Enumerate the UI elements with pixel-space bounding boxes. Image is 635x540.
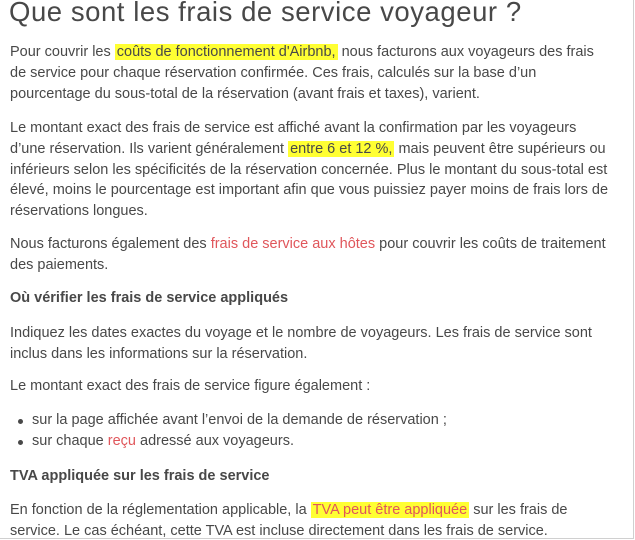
paragraph-amount: [10, 118, 610, 222]
paragraph-also: Le montant exact des frais de service figure également :: [10, 378, 371, 394]
bullet-list: [10, 410, 447, 452]
text-segment: adressé aux voyageurs.: [136, 433, 294, 449]
text-segment: mais peuvent être supérieurs ou inférieurs selon les spécificités de la réservation concernée. Plus le montant du sous-total est élevé, moins le pourcentage est important afin que vous puissiez payer moins de frais lors de réservations longues.: [10, 140, 609, 220]
receipt-link[interactable]: reçu: [107, 433, 136, 449]
paragraph-dates: Indiquez les dates exactes du voyage et le nombre de voyageurs. Les frais de service sont inclus dans les informations sur la réservation.: [10, 325, 592, 362]
text-segment: sur les frais de service. Le cas échéant, cette TVA est incluse directement dans les frais de service.: [10, 502, 568, 539]
text-segment: En fonction de la réglementation applicable, la: [10, 502, 311, 518]
page-title: Que sont les frais de service voyageur ?: [9, 0, 522, 27]
paragraph-host-fees: [10, 234, 610, 276]
list-item-text: sur la page affichée avant l’envoi de la demande de réservation ;: [32, 412, 447, 428]
list-item: [10, 431, 447, 452]
paragraph-vat: [10, 500, 610, 540]
section-heading-where: Où vérifier les frais de service appliqués: [10, 290, 289, 306]
text-segment: Le montant exact des frais de service est affiché avant la confirmation par les voyageurs d’une réservation. Ils varient généralement: [10, 120, 577, 157]
text-segment: Pour couvrir les: [10, 44, 115, 60]
highlighted-text: coûts de fonctionnement d'Airbnb,: [116, 44, 336, 60]
host-fees-link[interactable]: frais de service aux hôtes: [210, 236, 376, 252]
text-segment: nous facturons aux voyageurs des frais de service pour chaque réservation confirmée. Ces frais, calculés sur la base d’un pourcentage du sous-total de la réservation (avant frais et taxes), varient.: [10, 44, 594, 102]
vat-link[interactable]: TVA peut être appliquée: [312, 502, 468, 518]
text-segment: sur chaque: [32, 433, 108, 449]
text-segment: pour couvrir les coûts de traitement des paiements.: [10, 236, 606, 273]
paragraph-intro: [10, 42, 610, 104]
highlighted-text: entre 6 et 12 %,: [290, 140, 393, 157]
list-item: [10, 410, 447, 431]
section-heading-vat: TVA appliquée sur les frais de service: [10, 468, 270, 484]
text-segment: Nous facturons également des: [10, 236, 211, 252]
